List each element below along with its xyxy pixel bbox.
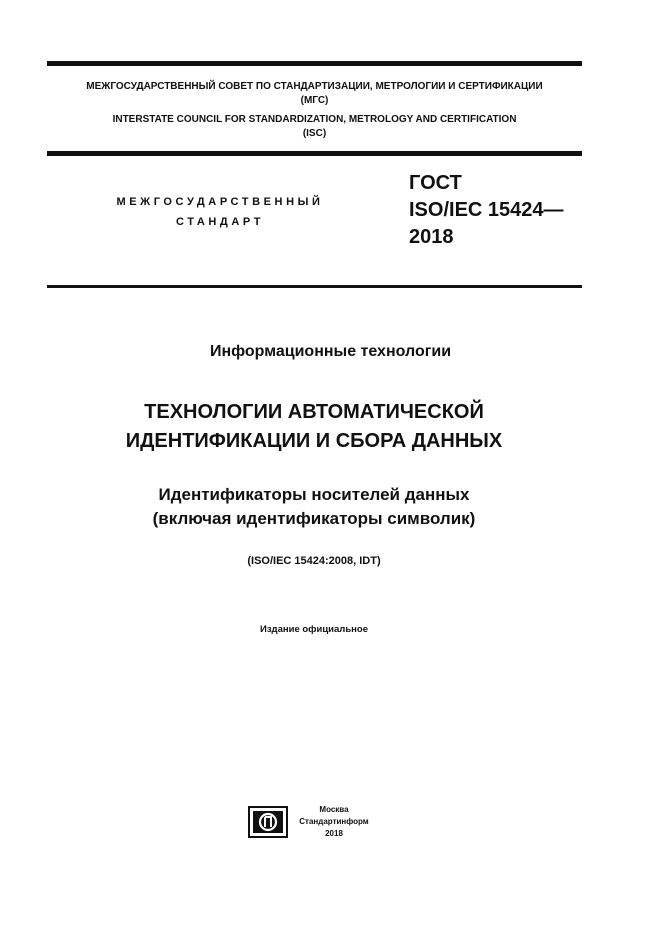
designation-line2: ISO/IEC 15424— — [409, 199, 564, 221]
standard-type-line1: МЕЖГОСУДАРСТВЕННЫЙ — [116, 196, 324, 208]
publisher-name: Стандартинформ — [299, 817, 369, 826]
standartinform-logo-icon — [248, 806, 288, 838]
document-title — [0, 398, 628, 456]
title-line2: ИДЕНТИФИКАЦИИ И СБОРА ДАННЫХ — [125, 430, 503, 452]
publisher-city: Москва — [319, 805, 349, 814]
subtitle-line1: Идентификаторы носителей данных — [158, 485, 470, 504]
designation-line3: 2018 — [409, 226, 454, 248]
subtitle-line2: (включая идентификаторы символик) — [152, 509, 476, 528]
standard-designation — [409, 170, 564, 251]
lower-rule — [47, 285, 582, 288]
council-name-en — [47, 113, 582, 141]
edition-note: Издание официальное — [260, 624, 368, 635]
standard-type-line2: СТАНДАРТ — [175, 216, 265, 228]
middle-rule — [47, 151, 582, 156]
title-line1: ТЕХНОЛОГИИ АВТОМАТИЧЕСКОЙ — [144, 401, 484, 423]
council-name-ru-line1: МЕЖГОСУДАРСТВЕННЫЙ СОВЕТ ПО СТАНДАРТИЗАЦИИ, МЕТРОЛОГИИ И СЕРТИФИКАЦИИ — [86, 81, 543, 92]
iso-reference: (ISO/IEC 15424:2008, IDT) — [247, 555, 381, 567]
topic-heading: Информационные технологии — [209, 343, 452, 360]
document-subtitle — [0, 483, 628, 531]
council-name-en-line1: INTERSTATE COUNCIL FOR STANDARDIZATION, METROLOGY AND CERTIFICATION — [112, 114, 517, 125]
designation-line1: ГОСТ — [409, 172, 462, 194]
council-name-ru — [47, 80, 582, 108]
council-abbrev-en: (ISC) — [302, 128, 327, 139]
council-abbrev-ru: (МГС) — [300, 95, 329, 106]
top-rule — [47, 61, 582, 66]
publisher-imprint — [294, 804, 374, 840]
publisher-year: 2018 — [325, 829, 343, 838]
standard-type — [90, 192, 350, 232]
